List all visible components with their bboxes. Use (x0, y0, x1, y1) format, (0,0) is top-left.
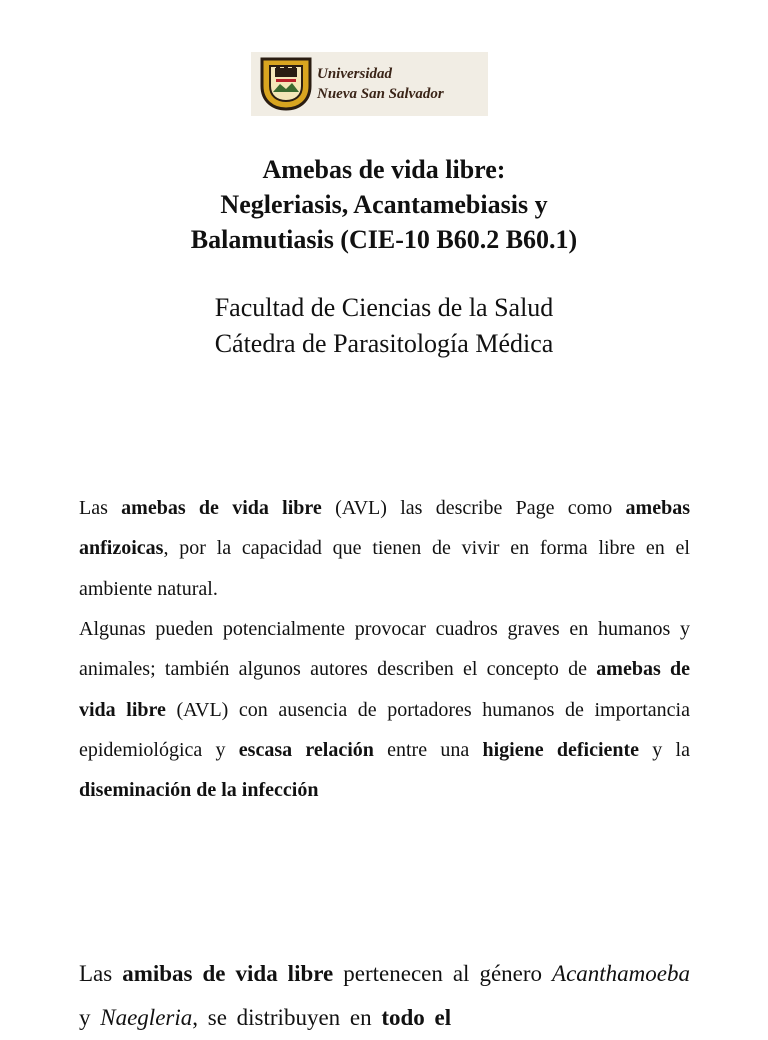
faculty-name: Facultad de Ciencias de la Salud (214, 293, 554, 322)
document-subtitle (100, 290, 668, 362)
department-name: Cátedra de Parasitología Médica (214, 329, 554, 358)
bold-term: escasa relación (238, 738, 374, 761)
body-paragraph: Algunas pueden potencialmente provocar cuadros graves en humanos y animales; también algunos autores describen el concepto de amebas de vida libre (AVL) con ausencia de portadores humanos de importancia epidemiológica y escasa relación entre una higiene deficiente y la diseminación de la infección (79, 618, 690, 802)
logo-text-line2: Nueva San Salvador (317, 86, 444, 102)
title-line: Negleriasis, Acantamebiasis y (220, 190, 548, 219)
bold-term: diseminación de la infección (79, 779, 319, 802)
bold-term: todo el (381, 1005, 452, 1030)
bold-term: amibas de vida libre (122, 961, 334, 986)
bold-term: amebas de vida libre (121, 497, 322, 519)
bold-term: higiene deficiente (482, 738, 640, 761)
bold-term: amebas anfizoicas (79, 497, 690, 560)
body-paragraph: Las amibas de vida libre pertenecen al género Acanthamoeba y Naegleria, se distribuyen en todo el (79, 961, 690, 1030)
italic-term: Naegleria (100, 1005, 193, 1030)
university-logo (251, 52, 488, 116)
document-title (100, 152, 668, 257)
bold-term: amebas de vida libre (79, 658, 690, 721)
body-paragraph: Las amebas de vida libre (AVL) las describe Page como amebas anfizoicas, por la capacidad que tienen de vivir en forma libre en el ambiente natural. (79, 497, 690, 600)
title-line: Amebas de vida libre: (262, 155, 506, 184)
italic-term: Acanthamoeba (552, 961, 690, 986)
university-shield-icon (259, 56, 313, 112)
title-line: Balamutiasis (CIE-10 B60.2 B60.1) (190, 225, 578, 254)
logo-text-line1: Universidad (317, 66, 392, 82)
